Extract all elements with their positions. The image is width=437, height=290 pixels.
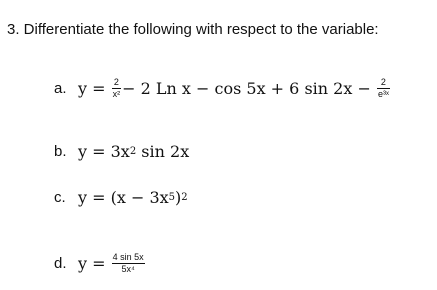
equation-c: y = (x − 3x 5 ) 2 xyxy=(78,188,188,207)
problem-item-c xyxy=(54,188,188,207)
item-label-b: b. xyxy=(54,143,67,160)
equation-c-lhs: y = (x − 3x xyxy=(78,188,169,207)
fraction-2-over-e-3x xyxy=(377,78,390,99)
fraction-numerator: 2 xyxy=(380,77,386,87)
problem-item-a xyxy=(54,78,391,99)
fraction-2-over-x-squared xyxy=(112,78,122,99)
fraction-numerator: 4 sin 5x xyxy=(112,252,144,262)
fraction-denominator: e³ˣ xyxy=(377,89,389,99)
item-label-a: a. xyxy=(54,80,67,97)
equation-d-lhs: y = xyxy=(78,254,111,273)
problem-item-d xyxy=(54,253,146,274)
equation-d xyxy=(78,253,146,274)
fraction-denominator: x² xyxy=(112,89,121,99)
item-label-d: d. xyxy=(54,255,67,272)
fraction-numerator: 2 xyxy=(113,77,119,87)
fraction-4sin5x-over-5x4 xyxy=(112,253,145,274)
equation-a-middle-terms: − 2 Ln x − cos 5x + 6 sin 2x − xyxy=(122,79,376,98)
fraction-denominator: 5x⁴ xyxy=(121,264,135,274)
equation-a xyxy=(78,78,391,99)
equation-a-lhs: y = xyxy=(78,79,111,98)
item-label-c: c. xyxy=(54,189,66,206)
closing-paren: ) xyxy=(175,188,182,207)
equation-b-rest: sin 2x xyxy=(136,142,190,161)
problem-item-b xyxy=(54,142,189,161)
equation-b-lhs: y = 3x xyxy=(78,142,130,161)
equation-b: y = 3x 2 sin 2x xyxy=(78,142,190,161)
problem-heading: 3. Differentiate the following with respect to the variable: xyxy=(7,21,379,38)
